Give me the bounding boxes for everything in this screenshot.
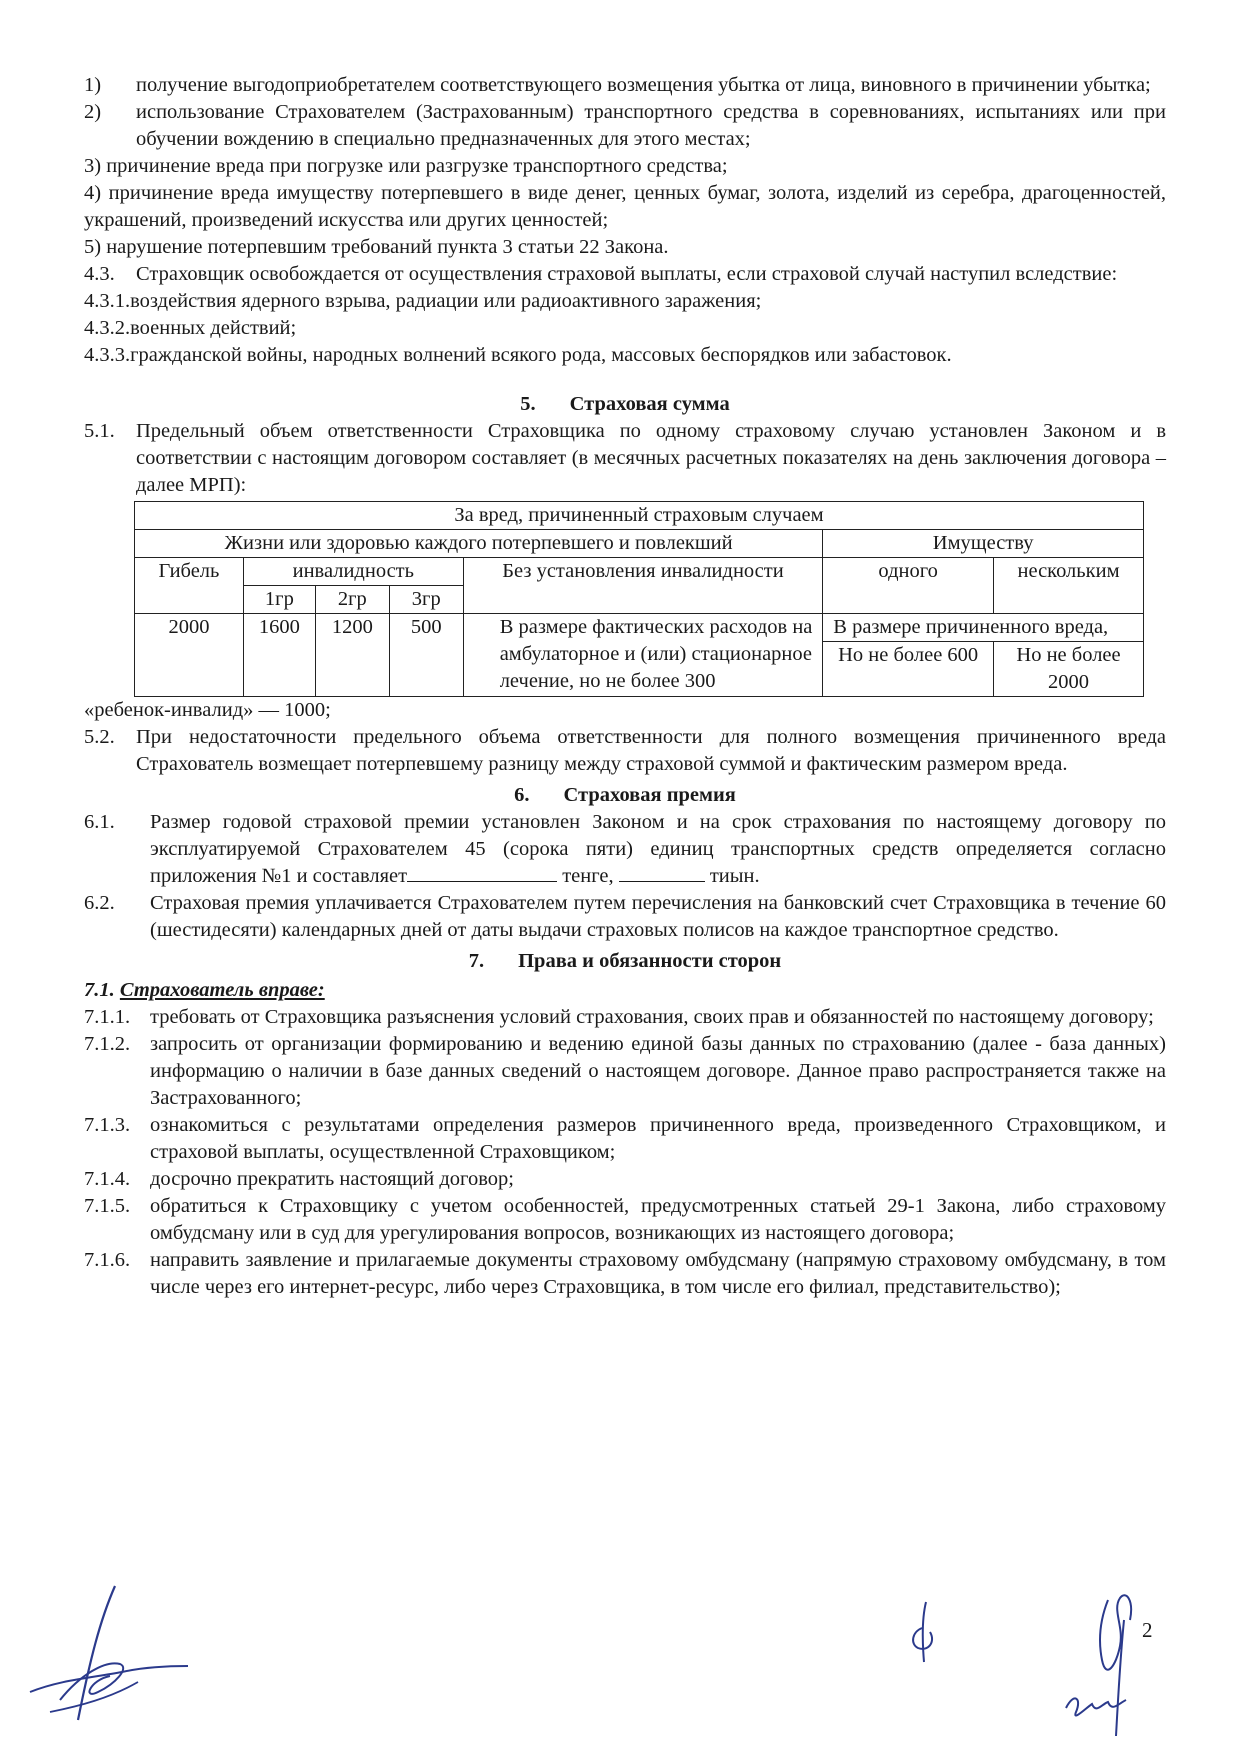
section-title: Страховая сумма bbox=[569, 393, 730, 415]
subsection-number: 7.1. bbox=[84, 979, 115, 1001]
item-number: 7.1.3. bbox=[84, 1114, 131, 1136]
item-number: 7.1.5. bbox=[84, 1195, 131, 1217]
item-number: 7.1.4. bbox=[84, 1168, 131, 1190]
item-text: причинение вреда при погрузке или разгрузке транспортного средства; bbox=[106, 155, 728, 177]
item-number: 7.1.2. bbox=[84, 1033, 131, 1055]
clause-text: При недостаточности предельного объема ответственности для полного возмещения причиненного вреда Страхователь возмещает потерпевшему разницу между страховой суммой и фактическим размером вреда. bbox=[136, 726, 1166, 775]
child-disabled-line bbox=[84, 697, 1166, 724]
item-text: использование Страхователем (Застрахованным) транспортного средства в соревнованиях, испытаниях или при обучении вождению в специально предназначенных для этого местах; bbox=[136, 101, 1166, 150]
table-header-death: Гибель bbox=[135, 558, 244, 614]
item-text: запросить от организации формированию и ведению единой базы данных по страхованию (далее - база данных) информацию о наличии в базе данных сведений о настоящем договоре. Данное право распространяется также на Застрахованного; bbox=[150, 1033, 1166, 1109]
item-text: досрочно прекратить настоящий договор; bbox=[150, 1168, 514, 1190]
item-text: направить заявление и прилагаемые документы страховому омбудсману (напрямую страховому омбудсману, в том числе через его интернет-ресурс, либо через Страховщика, в том числе его филиал, представительство); bbox=[150, 1249, 1166, 1298]
child-disabled-text: «ребенок-инвалид» — 1000; bbox=[84, 699, 331, 721]
section-number: 6. bbox=[514, 784, 530, 806]
table-cell-group-3: 500 bbox=[389, 614, 463, 697]
right-item bbox=[84, 1004, 1166, 1031]
table-header-disability: инвалидность bbox=[243, 558, 463, 586]
clause-5-2 bbox=[84, 724, 1166, 778]
item-text: нарушение потерпевшим требований пункта 3 статьи 22 Закона. bbox=[106, 236, 669, 258]
table-header-group-1: 1гр bbox=[243, 586, 315, 614]
table-header-group-2: 2гр bbox=[315, 586, 389, 614]
table-header-top: За вред, причиненный страховым случаем bbox=[135, 502, 1144, 530]
section-number: 5. bbox=[520, 393, 536, 415]
clause-6-1 bbox=[84, 809, 1166, 890]
right-item bbox=[84, 1031, 1166, 1112]
table-cell-death: 2000 bbox=[135, 614, 244, 697]
liability-limits-table bbox=[134, 501, 1144, 697]
item-number: 2) bbox=[84, 101, 102, 123]
section-number: 7. bbox=[468, 950, 485, 972]
clause-4-3-3 bbox=[84, 342, 1166, 369]
table-cell-no-disability: В размере фактических расходов на амбулаторное и (или) стационарное лечение, но не более 300 bbox=[463, 614, 823, 697]
exclusion-item bbox=[84, 234, 1166, 261]
table-cell-group-1: 1600 bbox=[243, 614, 315, 697]
signature-left-icon bbox=[20, 1580, 210, 1730]
exclusion-item bbox=[84, 153, 1166, 180]
clause-text: Страховщик освобождается от осуществления страховой выплаты, если страховой случай наступил вследствие: bbox=[136, 263, 1118, 285]
clause-4-3-2 bbox=[84, 315, 1166, 342]
clause-number: 5.2. bbox=[84, 726, 115, 748]
table-header-no-disability: Без установления инвалидности bbox=[463, 558, 823, 614]
clause-text: военных действий; bbox=[130, 317, 297, 339]
item-number: 7.1.1. bbox=[84, 1006, 131, 1028]
section-heading-5 bbox=[84, 391, 1166, 418]
table-cell-property-several: Но не более 2000 bbox=[994, 642, 1144, 697]
right-item bbox=[84, 1193, 1166, 1247]
item-text: причинение вреда имуществу потерпевшего в виде денег, ценных бумаг, золота, изделий из серебра, драгоценностей, украшений, произведений искусства или других ценностей; bbox=[84, 182, 1167, 231]
table-cell-property-one: Но не более 600 bbox=[823, 642, 994, 697]
item-number: 1) bbox=[84, 74, 102, 96]
section-title: Права и обязанности сторон bbox=[518, 950, 782, 972]
item-number: 3) bbox=[84, 155, 102, 177]
clause-text: Страховая премия уплачивается Страхователем путем перечисления на банковский счет Страховщика в течение 60 (шестидесяти) календарных дней от даты выдачи страховых полисов на каждое транспортное средство. bbox=[150, 892, 1166, 941]
clause-number: 6.1. bbox=[84, 811, 115, 833]
item-number: 4) bbox=[84, 182, 102, 204]
clause-number: 4.3.1. bbox=[84, 290, 131, 312]
table-header-one: одного bbox=[823, 558, 994, 614]
clause-number: 4.3.2. bbox=[84, 317, 131, 339]
signature-right-icon bbox=[1060, 1580, 1150, 1740]
section-heading-6 bbox=[84, 782, 1166, 809]
clause-text: гражданской войны, народных волнений всякого рода, массовых беспорядков или забастовок. bbox=[130, 344, 952, 366]
section-title: Страховая премия bbox=[563, 784, 736, 806]
clause-number: 4.3.3. bbox=[84, 344, 131, 366]
clause-number: 4.3. bbox=[84, 263, 115, 285]
item-number: 7.1.6. bbox=[84, 1249, 131, 1271]
clause-text: Размер годовой страховой премии установлен Законом и на срок страхования по настоящему договору по эксплуатируемой Страхователем 45 (сорока пяти) единиц транспортных средств определяется согласно приложения №1 и составляет bbox=[150, 811, 1166, 887]
exclusion-item bbox=[84, 180, 1166, 234]
clause-number: 6.2. bbox=[84, 892, 115, 914]
amount-tiyn-blank[interactable] bbox=[619, 863, 705, 882]
item-number: 5) bbox=[84, 236, 102, 258]
right-item bbox=[84, 1112, 1166, 1166]
exclusion-item bbox=[84, 72, 1166, 99]
exclusion-item bbox=[84, 99, 1166, 153]
right-item bbox=[84, 1166, 1166, 1193]
table-header-group-3: 3гр bbox=[389, 586, 463, 614]
item-text: требовать от Страховщика разъяснения условий страхования, своих прав и обязанностей по настоящему договору; bbox=[150, 1006, 1154, 1028]
clause-number: 5.1. bbox=[84, 420, 115, 442]
subsection-title: Страхователь вправе: bbox=[119, 979, 325, 1001]
clause-4-3 bbox=[84, 261, 1166, 288]
signature-initial-icon bbox=[900, 1598, 950, 1668]
right-item bbox=[84, 1247, 1166, 1301]
item-text: ознакомиться с результатами определения размеров причиненного вреда, произведенного Страховщиком, и страховой выплаты, осуществленной Страховщиком; bbox=[150, 1114, 1166, 1163]
clause-4-3-1 bbox=[84, 288, 1166, 315]
tiyn-label: тиын. bbox=[709, 865, 760, 887]
amount-tenge-blank[interactable] bbox=[407, 863, 557, 882]
subsection-7-1-heading bbox=[84, 977, 1166, 1004]
section-heading-7 bbox=[84, 948, 1166, 975]
document-body bbox=[84, 72, 1166, 1301]
page-number: 2 bbox=[1142, 1618, 1153, 1642]
item-text: обратиться к Страховщику с учетом особенностей, предусмотренных статьей 29-1 Закона, либо страховому омбудсману или в суд для урегулирования вопросов, возникающих из настоящего договора; bbox=[150, 1195, 1166, 1244]
table-header-property: Имуществу bbox=[823, 530, 1144, 558]
table-cell-group-2: 1200 bbox=[315, 614, 389, 697]
clause-text: воздействия ядерного взрыва, радиации или радиоактивного заражения; bbox=[130, 290, 762, 312]
clause-text: Предельный объем ответственности Страховщика по одному страховому случаю установлен Законом и в соответствии с настоящим договором составляет (в месячных расчетных показателях на день заключения договора – далее МРП): bbox=[136, 420, 1166, 496]
clause-6-2 bbox=[84, 890, 1166, 944]
table-header-several: нескольким bbox=[994, 558, 1144, 614]
clause-5-1 bbox=[84, 418, 1166, 499]
table-header-life: Жизни или здоровью каждого потерпевшего и повлекший bbox=[135, 530, 823, 558]
table-cell-property: В размере причиненного вреда, bbox=[823, 614, 1144, 642]
tenge-label: тенге, bbox=[562, 865, 614, 887]
item-text: получение выгодоприобретателем соответствующего возмещения убытка от лица, виновного в причинении убытка; bbox=[136, 74, 1151, 96]
